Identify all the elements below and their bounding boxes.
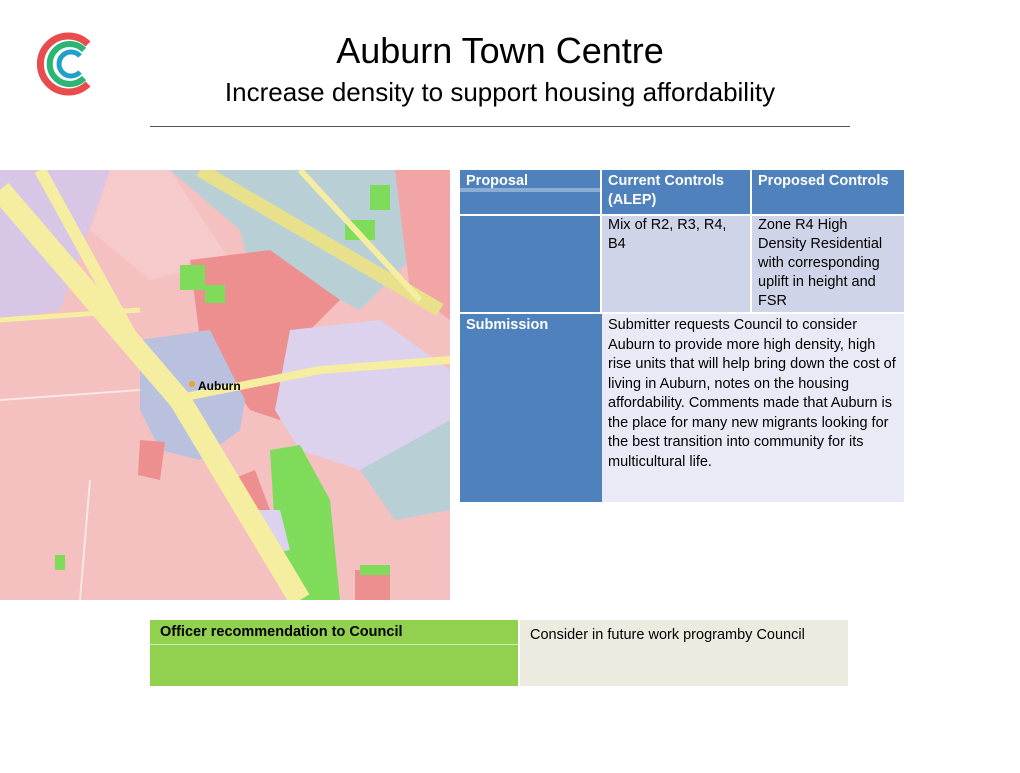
submission-header: Submission (460, 314, 602, 502)
proposal-body-cell (460, 216, 600, 312)
proposed-controls-header: Proposed Controls (752, 170, 904, 214)
proposal-header: Proposal (466, 173, 529, 189)
page-subtitle: Increase density to support housing affordability (224, 77, 776, 107)
recommendation-header-cell (150, 620, 518, 686)
page-title: Auburn Town Centre (336, 30, 664, 71)
submission-text: Submitter requests Council to consider Auburn to provide more high density, high rise units that will help bring down the cost of living in Auburn, notes on the housing affordability. Comments made that Auburn is the place for many new migrants looking for the best transition into community for its multicultural life. (602, 314, 904, 502)
title-divider (150, 126, 850, 127)
recommendation-divider (150, 644, 518, 645)
header-divider (460, 188, 600, 192)
zoning-map (0, 170, 450, 600)
proposed-controls-value: Zone R4 High Density Residential with corresponding uplift in height and FSR (752, 216, 904, 312)
map-place-label: Auburn (198, 379, 241, 393)
recommendation-text: Consider in future work programby Council (520, 620, 848, 686)
recommendation-header: Officer recommendation to Council (160, 624, 403, 640)
proposal-header-cell (460, 170, 600, 214)
zoning-map-image (0, 170, 450, 600)
current-controls-header: Current Controls (ALEP) (602, 170, 750, 214)
current-controls-value: Mix of R2, R3, R4, B4 (602, 216, 750, 312)
council-logo-icon (36, 30, 100, 98)
